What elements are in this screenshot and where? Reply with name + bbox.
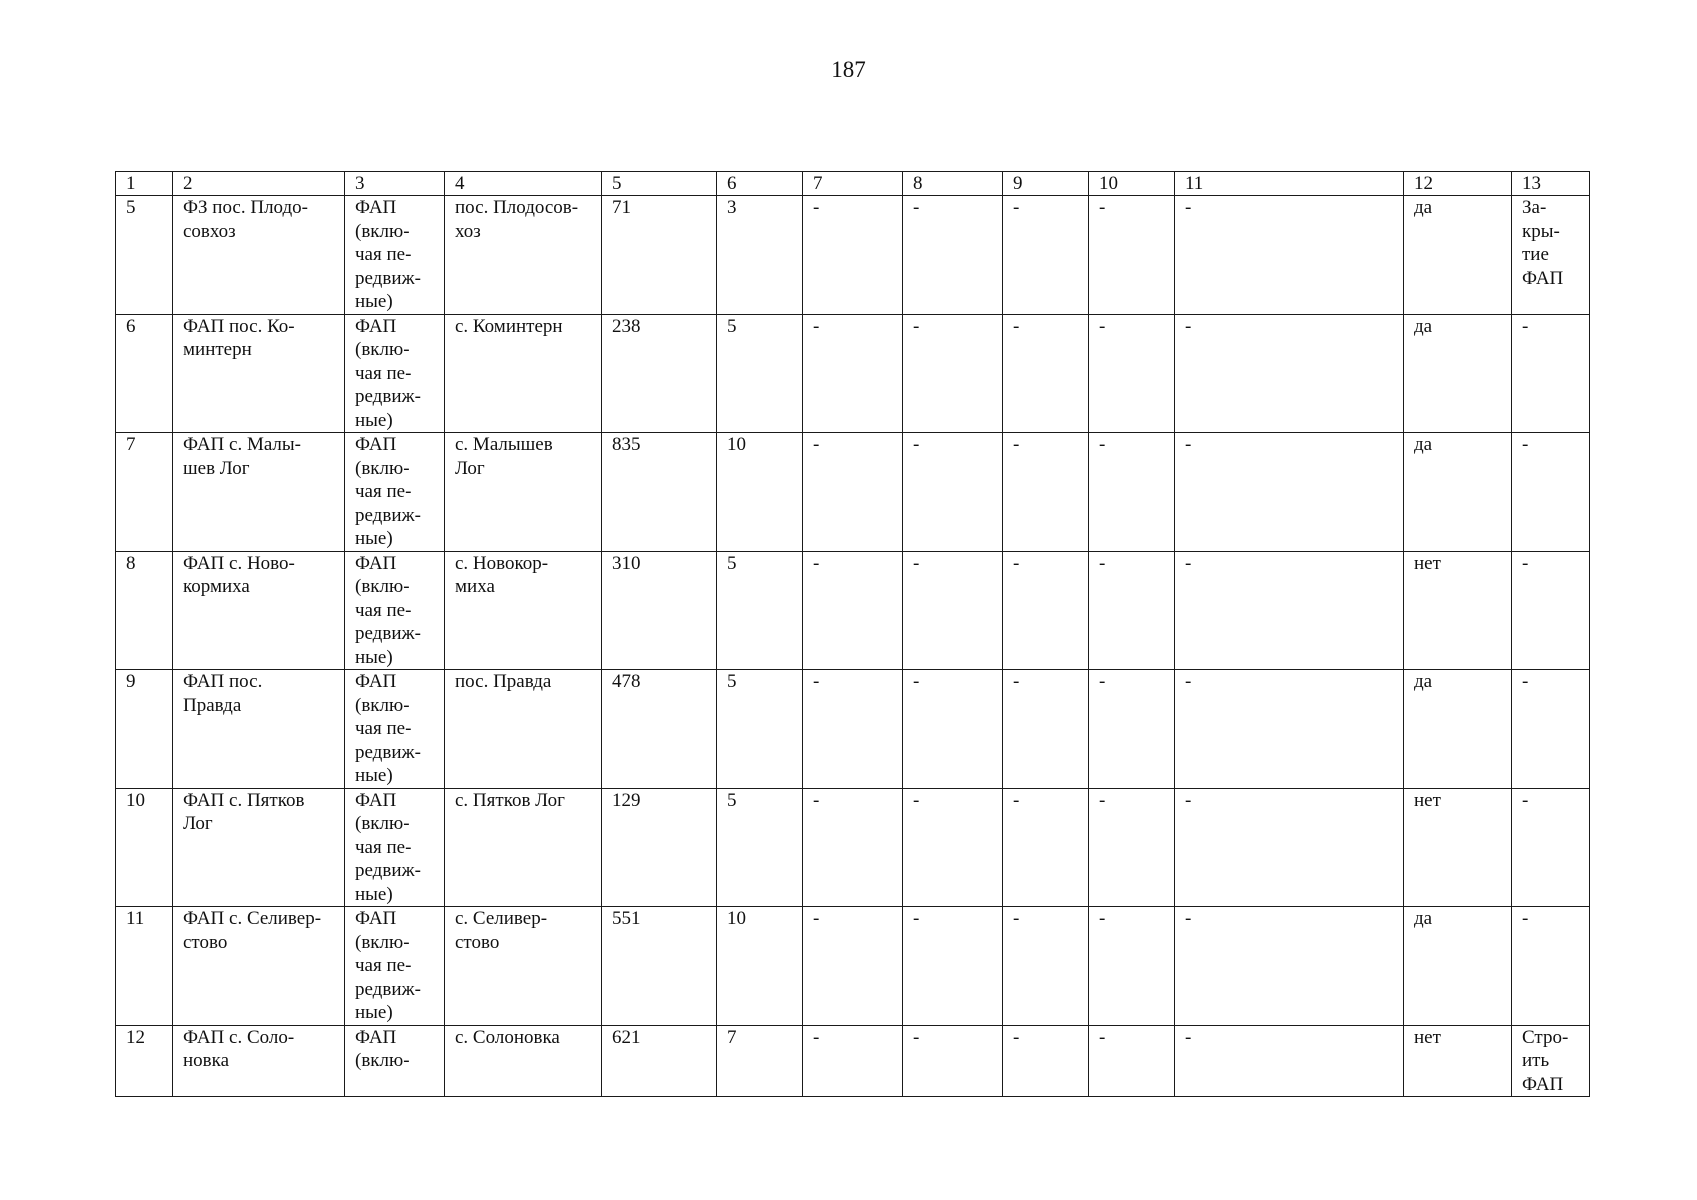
cell-text: ные)	[355, 409, 393, 431]
table-cell-col-4	[445, 433, 602, 552]
table-cell-col-1	[116, 196, 173, 315]
column-number-row	[116, 172, 1590, 196]
column-number-9: 9	[1003, 172, 1089, 196]
table-cell-col-2	[173, 907, 345, 1026]
cell-text: -	[813, 789, 820, 811]
cell-text: чая пе-	[355, 836, 412, 858]
cell-text: ФАП с. Ново-	[183, 552, 295, 574]
cell-text: 10	[727, 908, 746, 929]
table-cell-col-1	[116, 314, 173, 433]
cell-text: -	[813, 315, 820, 337]
cell-text: 7	[727, 1026, 737, 1048]
cell-text: 9	[126, 671, 136, 692]
table-cell-col-5	[602, 907, 717, 1026]
table-cell-col-12	[1404, 314, 1512, 433]
cell-text: с. Солоновка	[455, 1026, 560, 1048]
table-cell-col-10	[1089, 1025, 1175, 1097]
cell-text: -	[913, 315, 920, 337]
cell-text: 6	[126, 315, 136, 337]
table-cell-col-11	[1175, 551, 1404, 670]
cell-text: пос. Правда	[455, 671, 552, 692]
cell-text: ФЗ пос. Плодо-	[183, 197, 309, 218]
cell-text: ные)	[355, 291, 393, 312]
table-cell-col-11	[1175, 670, 1404, 789]
cell-text: ФАП	[355, 315, 397, 337]
cell-text: да	[1414, 671, 1433, 692]
cell-text: 5	[727, 315, 737, 337]
cell-text: ФАП	[355, 552, 397, 574]
cell-text: 5	[727, 671, 737, 692]
table-cell-col-4	[445, 551, 602, 670]
cell-text: -	[1013, 315, 1020, 337]
cell-text: -	[1013, 197, 1020, 218]
table-cell-col-8	[903, 670, 1003, 789]
table-cell-col-1	[116, 670, 173, 789]
cell-text: ФАП пос.	[183, 671, 263, 692]
table-cell-col-7	[803, 551, 903, 670]
cell-text: новка	[183, 1050, 230, 1071]
table-cell-col-11	[1175, 907, 1404, 1026]
cell-text: (вклю-	[355, 931, 410, 953]
table-cell-col-6	[717, 551, 803, 670]
cell-text: с. Пятков Лог	[455, 789, 565, 811]
table-cell-col-3	[345, 788, 445, 907]
table-cell-col-3	[345, 196, 445, 315]
table-row	[116, 1025, 1590, 1097]
table-cell-col-2	[173, 788, 345, 907]
cell-text: да	[1414, 908, 1433, 929]
cell-text: 310	[612, 552, 641, 574]
cell-text: Лог	[455, 457, 485, 479]
table-cell-col-6	[717, 433, 803, 552]
table-cell-col-12	[1404, 907, 1512, 1026]
table-cell-col-3	[345, 1025, 445, 1097]
cell-text: 478	[612, 671, 641, 692]
table-cell-col-9	[1003, 196, 1089, 315]
cell-text: -	[813, 197, 820, 218]
cell-text: редвиж-	[355, 623, 421, 644]
cell-text: (вклю-	[355, 813, 410, 834]
cell-text: ФАП	[355, 197, 397, 218]
cell-text: -	[1522, 671, 1529, 692]
cell-text: -	[1099, 197, 1106, 218]
cell-text: -	[813, 552, 820, 574]
table-cell-col-13	[1512, 788, 1590, 907]
table-cell-col-7	[803, 314, 903, 433]
cell-text: -	[1522, 552, 1529, 574]
table-cell-col-6	[717, 1025, 803, 1097]
cell-text: с. Новокор-	[455, 552, 549, 574]
table-cell-col-10	[1089, 314, 1175, 433]
table-cell-col-12	[1404, 196, 1512, 315]
column-number-2: 2	[173, 172, 345, 196]
table-cell-col-13	[1512, 670, 1590, 789]
table-cell-col-11	[1175, 788, 1404, 907]
table-cell-col-1	[116, 1025, 173, 1097]
column-number-6: 6	[717, 172, 803, 196]
cell-text: 238	[612, 315, 641, 337]
cell-text: -	[1013, 1026, 1020, 1048]
table-cell-col-4	[445, 670, 602, 789]
cell-text: 551	[612, 908, 641, 929]
cell-text: ные)	[355, 646, 393, 668]
table-cell-col-8	[903, 1025, 1003, 1097]
cell-text: редвиж-	[355, 978, 421, 1000]
table-cell-col-3	[345, 551, 445, 670]
table-cell-col-8	[903, 433, 1003, 552]
cell-text: ФАП	[355, 908, 397, 929]
table-cell-col-6	[717, 196, 803, 315]
table-cell-col-4	[445, 196, 602, 315]
cell-text: -	[813, 908, 820, 929]
table-cell-col-3	[345, 433, 445, 552]
cell-text: Лог	[183, 813, 213, 834]
table-cell-col-6	[717, 788, 803, 907]
cell-text: -	[1522, 315, 1529, 337]
cell-text: 8	[126, 552, 136, 574]
column-number-4: 4	[445, 172, 602, 196]
table-cell-col-9	[1003, 788, 1089, 907]
cell-text: 621	[612, 1026, 641, 1048]
cell-text: ные)	[355, 765, 393, 786]
table-cell-col-1	[116, 551, 173, 670]
cell-text: -	[1185, 789, 1192, 811]
table-cell-col-5	[602, 551, 717, 670]
cell-text: ФАП	[355, 434, 397, 455]
table-cell-col-7	[803, 907, 903, 1026]
cell-text: 3	[727, 197, 737, 218]
table-cell-col-9	[1003, 433, 1089, 552]
cell-text: -	[913, 789, 920, 811]
table-cell-col-11	[1175, 196, 1404, 315]
cell-text: (вклю-	[355, 220, 410, 242]
cell-text: пос. Плодосов-	[455, 197, 579, 218]
cell-text: -	[1185, 671, 1192, 692]
cell-text: -	[1013, 789, 1020, 811]
table-row	[116, 670, 1590, 789]
table-cell-col-2	[173, 670, 345, 789]
cell-text: шев Лог	[183, 457, 250, 479]
cell-text: с. Малышев	[455, 434, 553, 455]
cell-text: 12	[126, 1026, 145, 1048]
cell-text: ФАП	[1522, 267, 1564, 289]
cell-text: 71	[612, 197, 631, 218]
cell-text: -	[1099, 552, 1106, 574]
cell-text: -	[1099, 671, 1106, 692]
cell-text: редвиж-	[355, 386, 421, 407]
cell-text: Правда	[183, 694, 242, 716]
table-cell-col-12	[1404, 670, 1512, 789]
cell-text: ФАП с. Селивер-	[183, 908, 322, 929]
table-cell-col-13	[1512, 196, 1590, 315]
cell-text: нет	[1414, 789, 1441, 811]
table-cell-col-10	[1089, 433, 1175, 552]
cell-text: -	[1099, 1026, 1106, 1048]
table-cell-col-9	[1003, 1025, 1089, 1097]
table-cell-col-9	[1003, 314, 1089, 433]
cell-text: -	[1185, 315, 1192, 337]
cell-text: стово	[183, 931, 228, 953]
cell-text: -	[913, 1026, 920, 1048]
table-cell-col-12	[1404, 1025, 1512, 1097]
table-cell-col-5	[602, 314, 717, 433]
cell-text: ФАП пос. Ко-	[183, 315, 295, 337]
table-cell-col-10	[1089, 788, 1175, 907]
table-cell-col-11	[1175, 433, 1404, 552]
cell-text: ФАП с. Малы-	[183, 434, 302, 455]
cell-text: -	[1099, 789, 1106, 811]
table-cell-col-8	[903, 314, 1003, 433]
column-number-8: 8	[903, 172, 1003, 196]
page-number: 187	[831, 57, 866, 82]
column-number-12: 12	[1404, 172, 1512, 196]
table-cell-col-2	[173, 314, 345, 433]
cell-text: нет	[1414, 1026, 1441, 1048]
cell-text: редвиж-	[355, 504, 421, 526]
table-cell-col-1	[116, 907, 173, 1026]
cell-text: ФАП с. Пятков	[183, 789, 305, 811]
cell-text: -	[813, 671, 820, 692]
table-cell-col-11	[1175, 314, 1404, 433]
table-cell-col-10	[1089, 670, 1175, 789]
table-cell-col-13	[1512, 907, 1590, 1026]
table-cell-col-7	[803, 788, 903, 907]
table-cell-col-5	[602, 788, 717, 907]
cell-text: чая пе-	[355, 599, 412, 621]
table-cell-col-12	[1404, 433, 1512, 552]
cell-text: -	[1099, 434, 1106, 455]
table-cell-col-2	[173, 196, 345, 315]
table-cell-col-12	[1404, 788, 1512, 907]
cell-text: -	[1522, 908, 1529, 929]
cell-text: -	[1185, 552, 1192, 574]
cell-text: редвиж-	[355, 267, 421, 289]
cell-text: чая пе-	[355, 718, 412, 739]
table-cell-col-2	[173, 1025, 345, 1097]
cell-text: ные)	[355, 1002, 393, 1023]
table-cell-col-10	[1089, 551, 1175, 670]
table-cell-col-10	[1089, 907, 1175, 1026]
table-cell-col-7	[803, 433, 903, 552]
table-cell-col-13	[1512, 314, 1590, 433]
cell-text: -	[1185, 1026, 1192, 1048]
cell-text: (вклю-	[355, 576, 410, 597]
cell-text: -	[913, 434, 920, 455]
cell-text: ФАП с. Соло-	[183, 1026, 295, 1048]
cell-text: -	[813, 434, 820, 455]
table-cell-col-6	[717, 314, 803, 433]
cell-text: -	[1099, 908, 1106, 929]
table-row	[116, 907, 1590, 1026]
cell-text: 129	[612, 789, 641, 811]
table-cell-col-5	[602, 670, 717, 789]
table-cell-col-3	[345, 670, 445, 789]
cell-text: ные)	[355, 883, 393, 905]
cell-text: 5	[727, 789, 737, 811]
column-number-7: 7	[803, 172, 903, 196]
table-cell-col-3	[345, 314, 445, 433]
column-number-11: 11	[1175, 172, 1404, 196]
cell-text: -	[1013, 552, 1020, 574]
table-cell-col-7	[803, 1025, 903, 1097]
table-cell-col-4	[445, 314, 602, 433]
table-cell-col-3	[345, 907, 445, 1026]
column-number-1: 1	[116, 172, 173, 196]
cell-text: тие	[1522, 244, 1549, 265]
cell-text: (вклю-	[355, 339, 410, 360]
cell-text: -	[913, 552, 920, 574]
cell-text: чая пе-	[355, 244, 412, 265]
cell-text: миха	[455, 576, 495, 597]
table-cell-col-8	[903, 788, 1003, 907]
table-cell-col-9	[1003, 670, 1089, 789]
cell-text: (вклю-	[355, 694, 410, 716]
cell-text: ФАП	[1522, 1073, 1564, 1095]
table-cell-col-12	[1404, 551, 1512, 670]
cell-text: -	[1522, 789, 1529, 811]
cell-text: чая пе-	[355, 362, 412, 384]
table-cell-col-7	[803, 670, 903, 789]
cell-text: 835	[612, 434, 641, 455]
column-number-10: 10	[1089, 172, 1175, 196]
table-body	[116, 196, 1590, 1097]
cell-text: 11	[126, 908, 145, 929]
table-cell-col-4	[445, 788, 602, 907]
table-cell-col-8	[903, 907, 1003, 1026]
cell-text: 10	[126, 789, 145, 811]
table-cell-col-2	[173, 433, 345, 552]
cell-text: да	[1414, 434, 1433, 455]
table-cell-col-13	[1512, 551, 1590, 670]
cell-text: да	[1414, 197, 1433, 218]
table-cell-col-4	[445, 1025, 602, 1097]
table-cell-col-13	[1512, 1025, 1590, 1097]
cell-text: ить	[1522, 1050, 1550, 1071]
cell-text: -	[1013, 671, 1020, 692]
table-cell-col-5	[602, 196, 717, 315]
cell-text: -	[1013, 434, 1020, 455]
cell-text: За-	[1522, 197, 1547, 218]
table-cell-col-1	[116, 433, 173, 552]
table-cell-col-6	[717, 670, 803, 789]
cell-text: кормиха	[183, 576, 250, 597]
cell-text: 5	[126, 197, 136, 218]
column-number-3: 3	[345, 172, 445, 196]
cell-text: редвиж-	[355, 860, 421, 881]
table-cell-col-9	[1003, 907, 1089, 1026]
facilities-table	[115, 171, 1590, 1097]
table-cell-col-13	[1512, 433, 1590, 552]
cell-text: 7	[126, 434, 136, 455]
cell-text: -	[813, 1026, 820, 1048]
cell-text: минтерн	[183, 339, 252, 360]
cell-text: чая пе-	[355, 481, 412, 502]
table-row	[116, 196, 1590, 315]
table-cell-col-5	[602, 1025, 717, 1097]
cell-text: ФАП	[355, 671, 397, 692]
table-row	[116, 551, 1590, 670]
cell-text: совхоз	[183, 220, 236, 242]
cell-text: -	[1013, 908, 1020, 929]
table-cell-col-2	[173, 551, 345, 670]
cell-text: 10	[727, 434, 746, 455]
cell-text: Стро-	[1522, 1026, 1569, 1048]
cell-text: нет	[1414, 552, 1441, 574]
table-cell-col-9	[1003, 551, 1089, 670]
cell-text: редвиж-	[355, 741, 421, 763]
table-row	[116, 788, 1590, 907]
cell-text: -	[1185, 197, 1192, 218]
column-number-5: 5	[602, 172, 717, 196]
table-cell-col-11	[1175, 1025, 1404, 1097]
cell-text: (вклю-	[355, 457, 410, 479]
cell-text: -	[913, 908, 920, 929]
table-cell-col-5	[602, 433, 717, 552]
cell-text: с. Коминтерн	[455, 315, 563, 337]
cell-text: стово	[455, 931, 500, 953]
cell-text: кры-	[1522, 220, 1560, 242]
column-number-13: 13	[1512, 172, 1590, 196]
table-row	[116, 433, 1590, 552]
cell-text: -	[913, 197, 920, 218]
cell-text: -	[1522, 434, 1529, 455]
table-cell-col-7	[803, 196, 903, 315]
table-cell-col-8	[903, 551, 1003, 670]
cell-text: -	[913, 671, 920, 692]
cell-text: (вклю-	[355, 1050, 410, 1071]
table-cell-col-1	[116, 788, 173, 907]
cell-text: хоз	[455, 220, 481, 242]
cell-text: -	[1185, 434, 1192, 455]
table-cell-col-8	[903, 196, 1003, 315]
cell-text: 5	[727, 552, 737, 574]
cell-text: с. Селивер-	[455, 908, 548, 929]
cell-text: ные)	[355, 528, 393, 549]
table-cell-col-10	[1089, 196, 1175, 315]
cell-text: ФАП	[355, 789, 397, 811]
table-cell-col-4	[445, 907, 602, 1026]
cell-text: чая пе-	[355, 955, 412, 976]
table-row	[116, 314, 1590, 433]
cell-text: да	[1414, 315, 1433, 337]
table-cell-col-6	[717, 907, 803, 1026]
cell-text: -	[1185, 908, 1192, 929]
cell-text: ФАП	[355, 1026, 397, 1048]
cell-text: -	[1099, 315, 1106, 337]
